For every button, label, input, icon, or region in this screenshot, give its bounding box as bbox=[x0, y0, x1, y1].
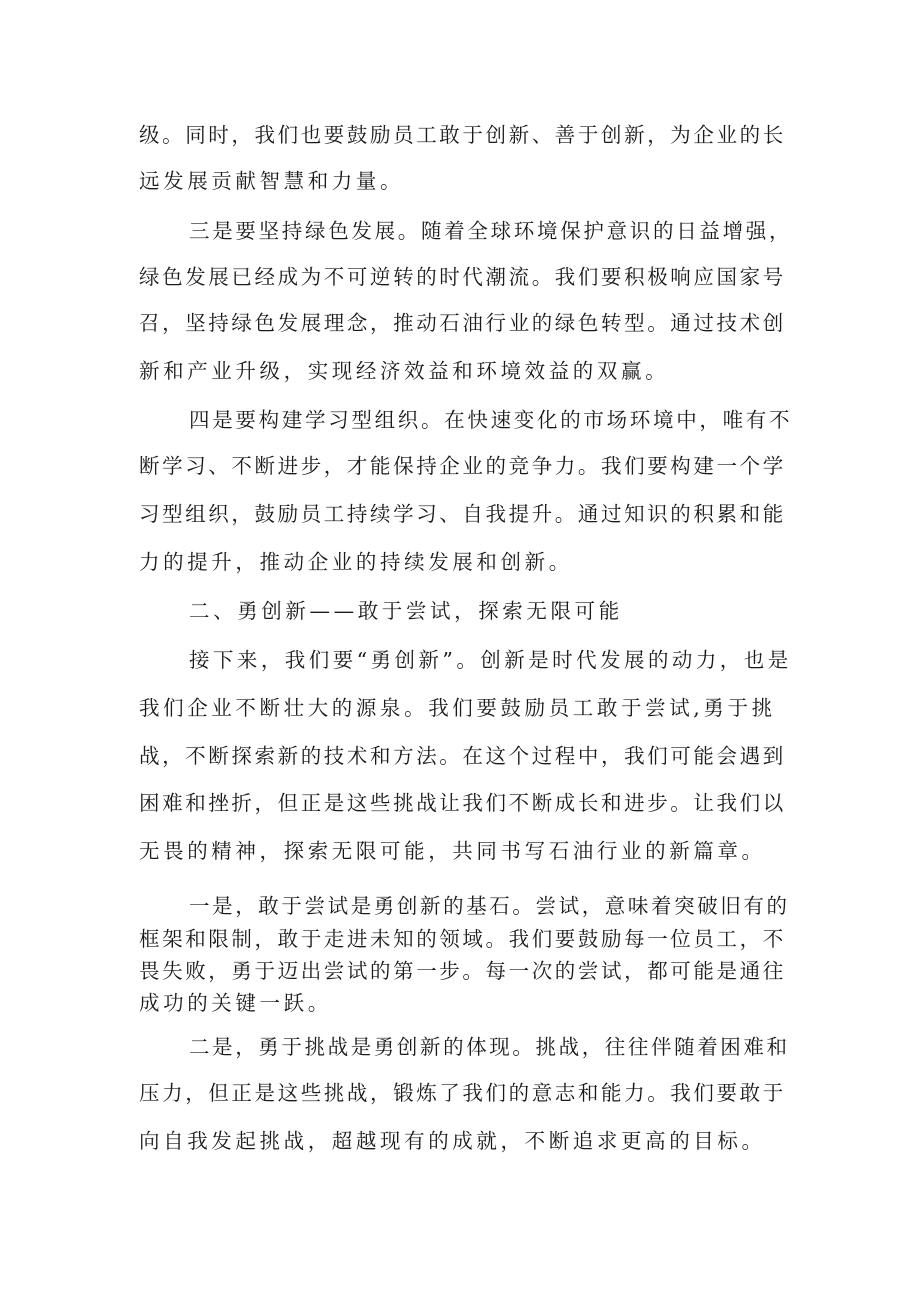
text-line: 成功的关键一跃。 bbox=[139, 991, 332, 1015]
text-line: 习型组织，鼓励员工持续学习、自我提升。通过知识的积累和能 bbox=[139, 502, 786, 526]
text-line: 四是要构建学习型组织。在快速变化的市场环境中，唯有不 bbox=[189, 408, 793, 432]
text-line: 远发展贡献智慧和力量。 bbox=[139, 169, 405, 193]
text-line: 接下来，我们要“勇创新”。创新是时代发展的动力，也是 bbox=[189, 648, 792, 672]
text-line: 我们企业不断壮大的源泉。我们要鼓励员工敢于尝试,勇于挑 bbox=[139, 696, 776, 720]
text-line: 断学习、不断进步，才能保持企业的竞争力。我们要构建一个学 bbox=[139, 454, 786, 478]
text-line: 绿色发展已经成为不可逆转的时代潮流。我们要积极响应国家号 bbox=[139, 265, 786, 289]
text-line: 二是，勇于挑战是勇创新的体现。挑战，往往伴随着困难和 bbox=[189, 1035, 790, 1059]
text-line: 新和产业升级，实现经济效益和环境效益的双赢。 bbox=[139, 359, 670, 383]
section-heading: 二、勇创新——敢于尝试，探索无限可能 bbox=[189, 599, 623, 623]
text-line: 级。同时，我们也要鼓励员工敢于创新、善于创新，为企业的长 bbox=[139, 123, 786, 147]
text-line: 召，坚持绿色发展理念，推动石油行业的绿色转型。通过技术创 bbox=[139, 311, 786, 335]
text-line: 困难和挫折，但正是这些挑战让我们不断成长和进步。让我们以 bbox=[139, 791, 786, 815]
text-line: 压力，但正是这些挑战，锻炼了我们的意志和能力。我们要敢于 bbox=[139, 1081, 786, 1105]
text-line: 力的提升，推动企业的持续发展和创新。 bbox=[139, 550, 573, 574]
text-line: 三是要坚持绿色发展。随着全球环境保护意识的日益增强， bbox=[189, 219, 793, 243]
text-line: 框架和限制，敢于走进未知的领域。我们要鼓励每一位员工，不 bbox=[139, 927, 786, 951]
text-line: 战，不断探索新的技术和方法。在这个过程中，我们可能会遇到 bbox=[139, 744, 786, 768]
text-line: 无畏的精神，探索无限可能，共同书写石油行业的新篇章。 bbox=[139, 839, 766, 863]
text-line: 一是，敢于尝试是勇创新的基石。尝试，意味着突破旧有的 bbox=[189, 894, 790, 918]
text-line: 向自我发起挑战，超越现有的成就，不断追求更高的目标。 bbox=[139, 1129, 766, 1153]
text-line: 畏失败，勇于迈出尝试的第一步。每一次的尝试，都可能是通往 bbox=[139, 959, 786, 983]
